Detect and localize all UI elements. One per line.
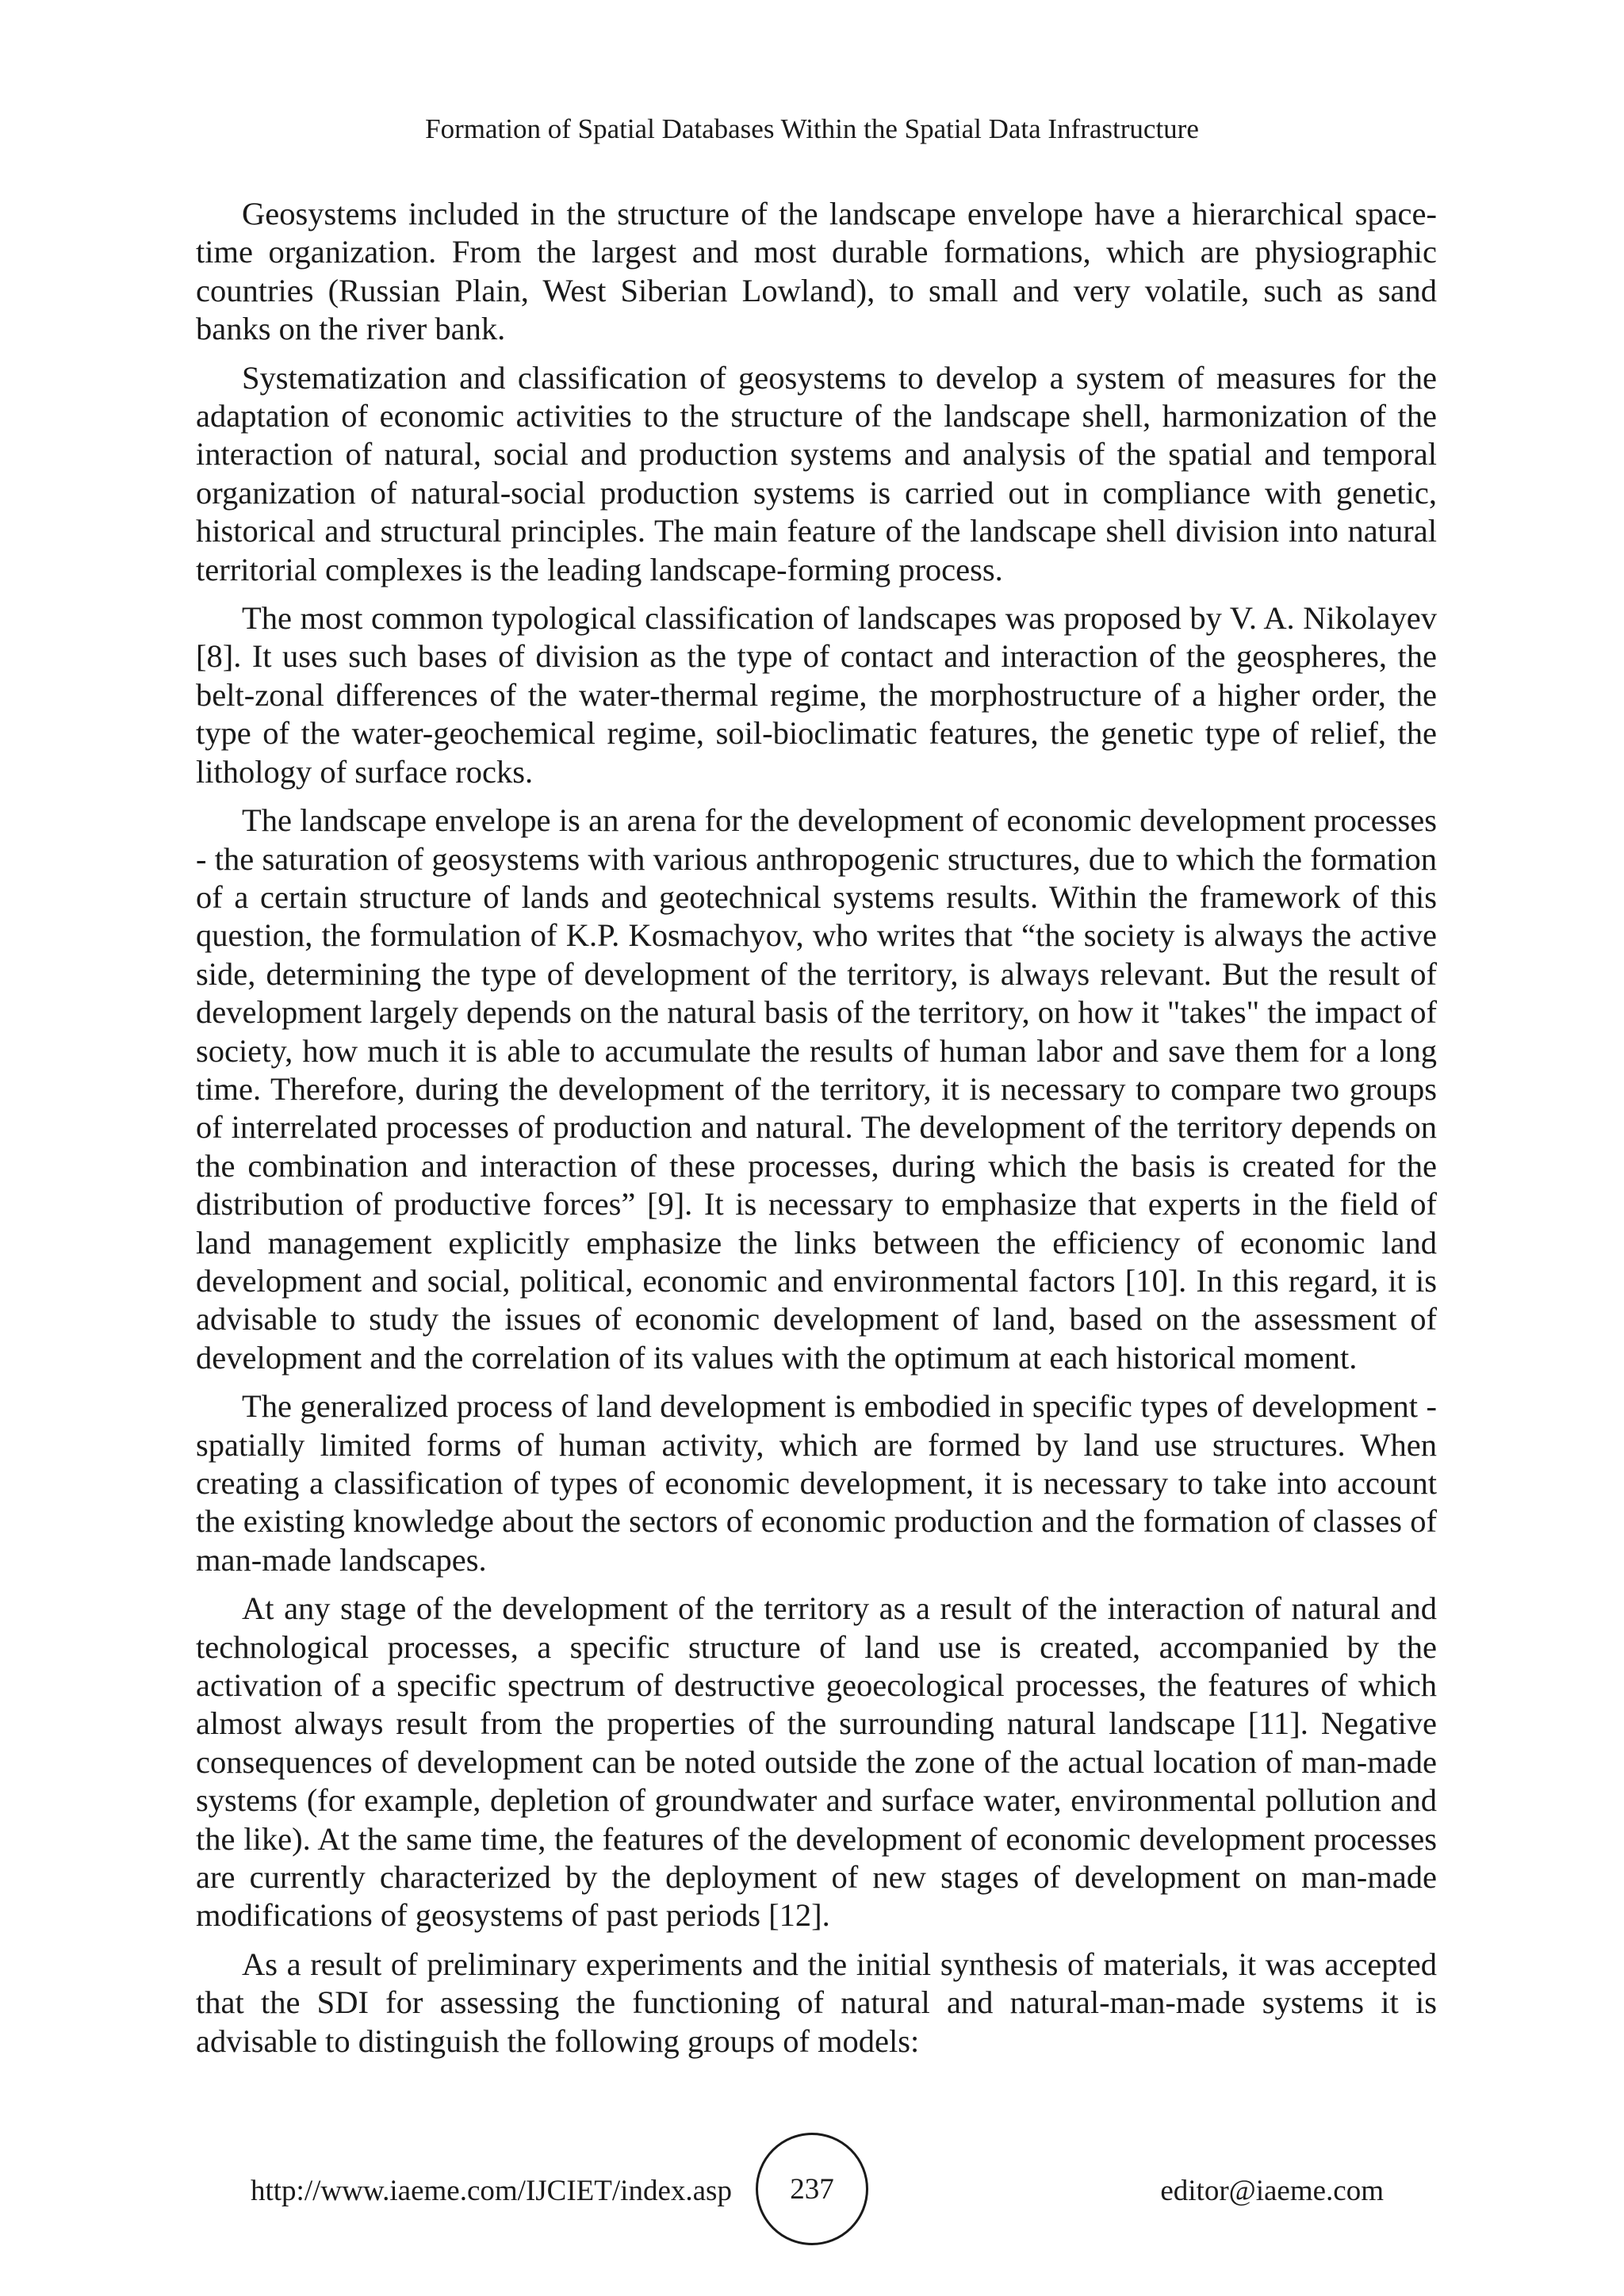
article-body: [196, 195, 1437, 2071]
paragraph-geosystems-hierarchy: Geosystems included in the structure of the landscape envelope have a hierarchical space-time organization. From the largest and most durable formations, which are physiographic countries (Russian Plain, West Siberian Lowland), to small and very volatile, such as sand banks on the river bank.: [196, 196, 1437, 347]
running-header: Formation of Spatial Databases Within the Spatial Data Infrastructure: [425, 113, 1199, 144]
paragraph-development-stages: At any stage of the development of the territory as a result of the interaction of natural and technological processes, a specific structure of land use is created, accompanied by the activation of a specific spectrum of destructive geoecological processes, the features of which almost always result from the properties of the surrounding natural landscape [11]. Negative consequences of development can be noted outside the zone of the actual location of man-made systems (for example, depletion of groundwater and surface water, environmental pollution and the like). At the same time, the features of the development of economic development processes are currently characterized by the deployment of new stages of development on man-made modifications of geosystems of past periods [12].: [196, 1590, 1437, 1934]
paragraph-typological-classification: The most common typological classification of landscapes was proposed by V. A. Nikolayev [8]. It uses such bases of division as the type of contact and interaction of the geospheres, the belt-zonal differences of the water-thermal regime, the morphostructure of a higher order, the type of the water-geochemical regime, soil-bioclimatic features, the genetic type of relief, the lithology of surface rocks.: [196, 600, 1437, 790]
editor-email-link[interactable]: editor@iaeme.com: [1160, 2175, 1384, 2207]
journal-url-link[interactable]: http://www.iaeme.com/IJCIET/index.asp: [251, 2175, 732, 2207]
page-footer: [0, 2133, 1624, 2245]
paragraph-model-groups: As a result of preliminary experiments and the initial synthesis of materials, it was accepted that the SDI for assessing the functioning of natural and natural-man-made systems it is advisable to distinguish the following groups of models:: [196, 1946, 1437, 2059]
paragraph-landscape-envelope: The landscape envelope is an arena for the development of economic development processes - the saturation of geosystems with various anthropogenic structures, due to which the formation of a certain structure of lands and geotechnical systems results. Within the framework of this question, the formulation of K.P. Kosmachyov, who writes that “the society is always the active side, determining the type of development of the territory, is always relevant. But the result of development largely depends on the natural basis of the territory, on how it "takes" the impact of society, how much it is able to accumulate the results of human labor and save them for a long time. Therefore, during the development of the territory, it is necessary to compare two groups of interrelated processes of production and natural. The development of the territory depends on the combination and interaction of these processes, during which the basis is created for the distribution of productive forces” [9]. It is necessary to emphasize that experts in the field of land management explicitly emphasize the links between the efficiency of economic land development and social, political, economic and environmental factors [10]. In this regard, it is advisable to study the issues of economic development of land, based on the assessment of development and the correlation of its values with the optimum at each historical moment.: [196, 802, 1437, 1376]
paragraph-land-development: The generalized process of land development is embodied in specific types of development - spatially limited forms of human activity, which are formed by land use structures. When creating a classification of types of economic development, it is necessary to take into account the existing knowledge about the sectors of economic production and the formation of classes of man-made landscapes.: [196, 1388, 1437, 1578]
page-number: 237: [790, 2172, 834, 2206]
paragraph-systematization: Systematization and classification of geosystems to develop a system of measures for the adaptation of economic activities to the structure of the landscape shell, harmonization of the interaction of natural, social and production systems and analysis of the spatial and temporal organization of natural-social production systems is carried out in compliance with genetic, historical and structural principles. The main feature of the landscape shell division into natural territorial complexes is the leading landscape-forming process.: [196, 359, 1437, 587]
page-number-badge: [756, 2133, 868, 2245]
